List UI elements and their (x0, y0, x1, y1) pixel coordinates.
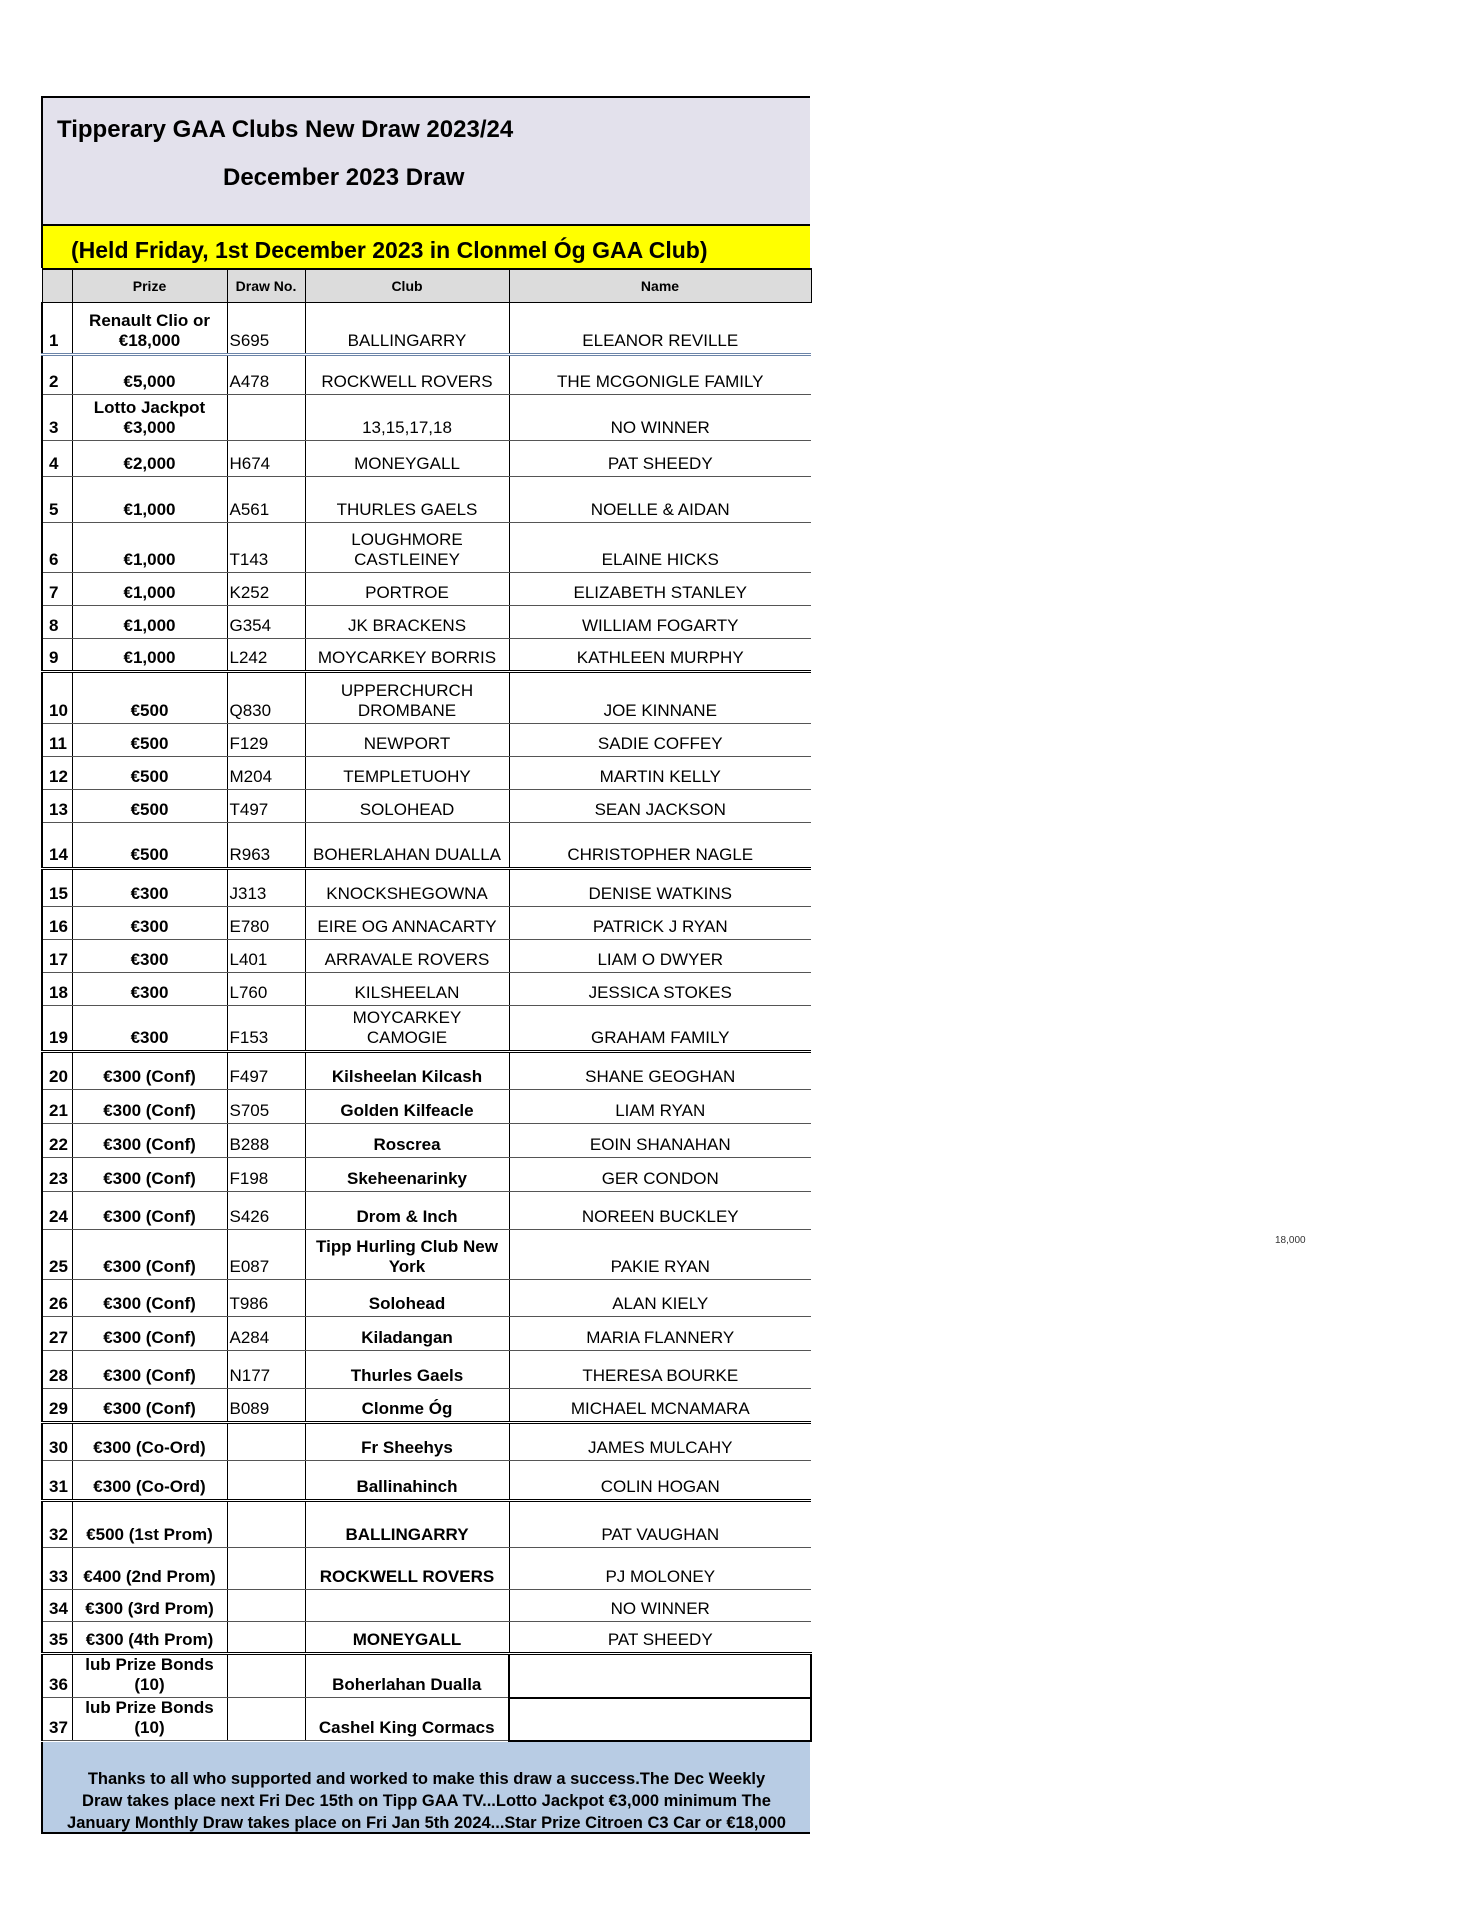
club-cell: TEMPLETUOHY (305, 757, 509, 790)
prize-cell: €300 (Conf) (72, 1317, 227, 1351)
prize-cell: €300 (Conf) (72, 1230, 227, 1280)
table-row (42, 573, 811, 606)
prize-cell: €300 (72, 973, 227, 1006)
draw-no-cell (227, 1461, 305, 1501)
draw-results-sheet (41, 96, 810, 1834)
row-number: 23 (42, 1158, 72, 1192)
footer-line-3: January Monthly Draw takes place on Fri Jan 5th 2024...Star Prize Citroen C3 Car or €18,000 (67, 1813, 786, 1832)
draw-no-cell (227, 1590, 305, 1622)
name-cell: MARIA FLANNERY (509, 1317, 811, 1351)
draw-no-cell: A478 (227, 355, 305, 395)
prize-cell: €300 (Conf) (72, 1158, 227, 1192)
row-number: 35 (42, 1622, 72, 1654)
draw-no-cell (227, 1548, 305, 1590)
table-row (42, 606, 811, 639)
row-number: 37 (42, 1698, 72, 1741)
row-number: 29 (42, 1389, 72, 1423)
row-number: 12 (42, 757, 72, 790)
draw-no-cell: T986 (227, 1280, 305, 1317)
club-cell: 13,15,17,18 (305, 395, 509, 441)
footer-line-1: Thanks to all who supported and worked to make this draw a success.The Dec Weekly (87, 1769, 766, 1788)
name-cell: COLIN HOGAN (509, 1461, 811, 1501)
table-row (42, 907, 811, 940)
prize-cell: €300 (Conf) (72, 1090, 227, 1124)
club-cell: Solohead (305, 1280, 509, 1317)
name-cell: ELAINE HICKS (509, 523, 811, 573)
draw-no-cell: J313 (227, 869, 305, 907)
club-cell: Ballinahinch (305, 1461, 509, 1501)
row-number: 1 (42, 303, 72, 355)
table-row (42, 477, 811, 523)
table-row (42, 823, 811, 869)
col-name: Name (509, 269, 811, 303)
row-number: 7 (42, 573, 72, 606)
prize-cell: €300 (72, 1006, 227, 1052)
club-cell: Golden Kilfeacle (305, 1090, 509, 1124)
club-cell: Kiladangan (305, 1317, 509, 1351)
prize-cell: Renault Clio or €18,000 (72, 303, 227, 355)
name-cell: EOIN SHANAHAN (509, 1124, 811, 1158)
name-cell: NO WINNER (509, 395, 811, 441)
stray-note: 18,000 (1275, 1235, 1306, 1246)
prize-cell: €1,000 (72, 606, 227, 639)
prize-cell: €300 (Conf) (72, 1351, 227, 1389)
name-cell: THERESA BOURKE (509, 1351, 811, 1389)
footer-line-2: Draw takes place next Fri Dec 15th on Tipp GAA TV...Lotto Jackpot €3,000 minimum The (82, 1791, 771, 1810)
club-cell: Skeheenarinky (305, 1158, 509, 1192)
draw-no-cell: S426 (227, 1192, 305, 1230)
row-number: 26 (42, 1280, 72, 1317)
name-cell: MICHAEL MCNAMARA (509, 1389, 811, 1423)
club-cell: EIRE OG ANNACARTY (305, 907, 509, 940)
club-cell: Clonme Óg (305, 1389, 509, 1423)
draw-no-cell: E780 (227, 907, 305, 940)
draw-no-cell: G354 (227, 606, 305, 639)
row-number: 25 (42, 1230, 72, 1280)
table-row (42, 973, 811, 1006)
club-cell: Kilsheelan Kilcash (305, 1052, 509, 1090)
results-table (41, 268, 812, 1742)
table-row (42, 1590, 811, 1622)
table-row (42, 1192, 811, 1230)
name-cell: LIAM RYAN (509, 1090, 811, 1124)
name-cell: GER CONDON (509, 1158, 811, 1192)
row-number: 31 (42, 1461, 72, 1501)
draw-no-cell: B288 (227, 1124, 305, 1158)
name-cell: PATRICK J RYAN (509, 907, 811, 940)
draw-no-cell (227, 1654, 305, 1698)
club-cell: Fr Sheehys (305, 1423, 509, 1461)
row-number: 30 (42, 1423, 72, 1461)
draw-no-cell: B089 (227, 1389, 305, 1423)
club-cell: MONEYGALL (305, 1622, 509, 1654)
table-row (42, 724, 811, 757)
prize-cell: €1,000 (72, 477, 227, 523)
prize-cell: lub Prize Bonds (10) (72, 1698, 227, 1741)
club-cell: JK BRACKENS (305, 606, 509, 639)
prize-cell: €1,000 (72, 573, 227, 606)
name-cell: PJ MOLONEY (509, 1548, 811, 1590)
name-cell: SHANE GEOGHAN (509, 1052, 811, 1090)
table-row (42, 1280, 811, 1317)
sheet-subtitle: December 2023 Draw (223, 164, 465, 191)
club-cell: Drom & Inch (305, 1192, 509, 1230)
name-cell: GRAHAM FAMILY (509, 1006, 811, 1052)
row-number: 19 (42, 1006, 72, 1052)
prize-cell: €300 (Conf) (72, 1052, 227, 1090)
row-number: 32 (42, 1501, 72, 1548)
row-number: 24 (42, 1192, 72, 1230)
table-row (42, 1501, 811, 1548)
name-cell: MARTIN KELLY (509, 757, 811, 790)
name-cell: THE MCGONIGLE FAMILY (509, 355, 811, 395)
draw-no-cell: E087 (227, 1230, 305, 1280)
draw-no-cell: K252 (227, 573, 305, 606)
draw-no-cell: F153 (227, 1006, 305, 1052)
table-row (42, 1461, 811, 1501)
prize-cell: €1,000 (72, 523, 227, 573)
draw-no-cell (227, 395, 305, 441)
club-cell: PORTROE (305, 573, 509, 606)
row-number: 34 (42, 1590, 72, 1622)
club-cell: ROCKWELL ROVERS (305, 355, 509, 395)
row-number: 9 (42, 639, 72, 672)
club-cell: MOYCARKEY BORRIS (305, 639, 509, 672)
club-cell: KILSHEELAN (305, 973, 509, 1006)
name-cell: PAT SHEEDY (509, 441, 811, 477)
prize-cell: €300 (72, 940, 227, 973)
table-row (42, 1351, 811, 1389)
draw-no-cell: N177 (227, 1351, 305, 1389)
club-cell: Tipp Hurling Club New York (305, 1230, 509, 1280)
table-row (42, 1090, 811, 1124)
table-row (42, 1622, 811, 1654)
table-row (42, 1230, 811, 1280)
col-prize: Prize (72, 269, 227, 303)
table-row (42, 940, 811, 973)
name-cell: SADIE COFFEY (509, 724, 811, 757)
table-row (42, 355, 811, 395)
draw-no-cell (227, 1423, 305, 1461)
club-cell: Roscrea (305, 1124, 509, 1158)
table-row (42, 790, 811, 823)
name-cell: PAT VAUGHAN (509, 1501, 811, 1548)
row-number: 2 (42, 355, 72, 395)
prize-cell: €400 (2nd Prom) (72, 1548, 227, 1590)
prize-cell: €300 (3rd Prom) (72, 1590, 227, 1622)
name-cell: DENISE WATKINS (509, 869, 811, 907)
name-cell (509, 1698, 811, 1741)
draw-no-cell: Q830 (227, 672, 305, 724)
prize-cell: €500 (72, 823, 227, 869)
name-cell: JOE KINNANE (509, 672, 811, 724)
club-cell: Cashel King Cormacs (305, 1698, 509, 1741)
club-cell: BOHERLAHAN DUALLA (305, 823, 509, 869)
row-number: 36 (42, 1654, 72, 1698)
row-number: 20 (42, 1052, 72, 1090)
club-cell: ARRAVALE ROVERS (305, 940, 509, 973)
draw-no-cell (227, 1501, 305, 1548)
prize-cell: Lotto Jackpot €3,000 (72, 395, 227, 441)
row-number: 14 (42, 823, 72, 869)
draw-no-cell: S695 (227, 303, 305, 355)
table-header-row (42, 269, 811, 303)
sheet-title: Tipperary GAA Clubs New Draw 2023/24 (57, 116, 514, 143)
prize-cell: lub Prize Bonds (10) (72, 1654, 227, 1698)
club-cell: Thurles Gaels (305, 1351, 509, 1389)
table-row (42, 1548, 811, 1590)
name-cell: ALAN KIELY (509, 1280, 811, 1317)
row-number: 33 (42, 1548, 72, 1590)
row-number: 21 (42, 1090, 72, 1124)
name-cell: JESSICA STOKES (509, 973, 811, 1006)
prize-cell: €500 (72, 790, 227, 823)
name-cell: JAMES MULCAHY (509, 1423, 811, 1461)
club-cell: BALLINGARRY (305, 1501, 509, 1548)
club-cell: THURLES GAELS (305, 477, 509, 523)
prize-cell: €300 (Conf) (72, 1192, 227, 1230)
row-number: 22 (42, 1124, 72, 1158)
prize-cell: €300 (4th Prom) (72, 1622, 227, 1654)
draw-no-cell (227, 1622, 305, 1654)
draw-no-cell: H674 (227, 441, 305, 477)
name-cell: NO WINNER (509, 1590, 811, 1622)
table-row (42, 1698, 811, 1741)
name-cell: NOREEN BUCKLEY (509, 1192, 811, 1230)
club-cell: BALLINGARRY (305, 303, 509, 355)
club-cell: MOYCARKEY CAMOGIE (305, 1006, 509, 1052)
prize-cell: €500 (72, 672, 227, 724)
name-cell: PAKIE RYAN (509, 1230, 811, 1280)
prize-cell: €300 (72, 869, 227, 907)
table-row (42, 1006, 811, 1052)
club-cell: SOLOHEAD (305, 790, 509, 823)
name-cell: WILLIAM FOGARTY (509, 606, 811, 639)
draw-no-cell: S705 (227, 1090, 305, 1124)
club-cell: NEWPORT (305, 724, 509, 757)
prize-cell: €300 (Conf) (72, 1124, 227, 1158)
row-number: 5 (42, 477, 72, 523)
row-number: 11 (42, 724, 72, 757)
draw-no-cell: T143 (227, 523, 305, 573)
row-number: 10 (42, 672, 72, 724)
table-row (42, 757, 811, 790)
club-cell: ROCKWELL ROVERS (305, 1548, 509, 1590)
table-row (42, 303, 811, 355)
prize-cell: €300 (72, 907, 227, 940)
club-cell: UPPERCHURCH DROMBANE (305, 672, 509, 724)
draw-no-cell: A561 (227, 477, 305, 523)
col-draw-no: Draw No. (227, 269, 305, 303)
name-cell: CHRISTOPHER NAGLE (509, 823, 811, 869)
prize-cell: €5,000 (72, 355, 227, 395)
draw-no-cell: F129 (227, 724, 305, 757)
table-row (42, 1158, 811, 1192)
draw-no-cell: L760 (227, 973, 305, 1006)
name-cell: ELIZABETH STANLEY (509, 573, 811, 606)
club-cell: KNOCKSHEGOWNA (305, 869, 509, 907)
row-number: 4 (42, 441, 72, 477)
club-cell (305, 1590, 509, 1622)
name-cell: NOELLE & AIDAN (509, 477, 811, 523)
club-cell: LOUGHMORE CASTLEINEY (305, 523, 509, 573)
table-row (42, 395, 811, 441)
row-number: 3 (42, 395, 72, 441)
footer-message (41, 1742, 810, 1834)
draw-no-cell: L242 (227, 639, 305, 672)
prize-cell: €300 (Co-Ord) (72, 1423, 227, 1461)
club-cell: Boherlahan Dualla (305, 1654, 509, 1698)
row-number: 18 (42, 973, 72, 1006)
name-cell: KATHLEEN MURPHY (509, 639, 811, 672)
draw-no-cell: T497 (227, 790, 305, 823)
row-number: 17 (42, 940, 72, 973)
row-number: 27 (42, 1317, 72, 1351)
draw-no-cell: A284 (227, 1317, 305, 1351)
prize-cell: €300 (Conf) (72, 1389, 227, 1423)
name-cell: SEAN JACKSON (509, 790, 811, 823)
prize-cell: €2,000 (72, 441, 227, 477)
row-number: 28 (42, 1351, 72, 1389)
prize-cell: €500 (1st Prom) (72, 1501, 227, 1548)
table-row (42, 1124, 811, 1158)
prize-cell: €500 (72, 757, 227, 790)
draw-no-cell: R963 (227, 823, 305, 869)
table-row (42, 441, 811, 477)
draw-no-cell: F198 (227, 1158, 305, 1192)
draw-no-cell (227, 1698, 305, 1741)
name-cell: LIAM O DWYER (509, 940, 811, 973)
table-row (42, 639, 811, 672)
row-number: 16 (42, 907, 72, 940)
held-banner: (Held Friday, 1st December 2023 in Clonmel Óg GAA Club) (41, 224, 810, 268)
draw-no-cell: M204 (227, 757, 305, 790)
name-cell: ELEANOR REVILLE (509, 303, 811, 355)
col-club: Club (305, 269, 509, 303)
table-row (42, 1423, 811, 1461)
table-row (42, 1052, 811, 1090)
club-cell: MONEYGALL (305, 441, 509, 477)
name-cell (509, 1654, 811, 1698)
table-row (42, 523, 811, 573)
draw-no-cell: F497 (227, 1052, 305, 1090)
name-cell: PAT SHEEDY (509, 1622, 811, 1654)
table-row (42, 672, 811, 724)
draw-no-cell: L401 (227, 940, 305, 973)
prize-cell: €300 (Co-Ord) (72, 1461, 227, 1501)
row-number: 15 (42, 869, 72, 907)
col-number (42, 269, 72, 303)
row-number: 6 (42, 523, 72, 573)
prize-cell: €500 (72, 724, 227, 757)
sheet-header (41, 96, 810, 224)
prize-cell: €300 (Conf) (72, 1280, 227, 1317)
table-row (42, 1389, 811, 1423)
table-row (42, 869, 811, 907)
row-number: 8 (42, 606, 72, 639)
table-row (42, 1654, 811, 1698)
prize-cell: €1,000 (72, 639, 227, 672)
table-row (42, 1317, 811, 1351)
row-number: 13 (42, 790, 72, 823)
